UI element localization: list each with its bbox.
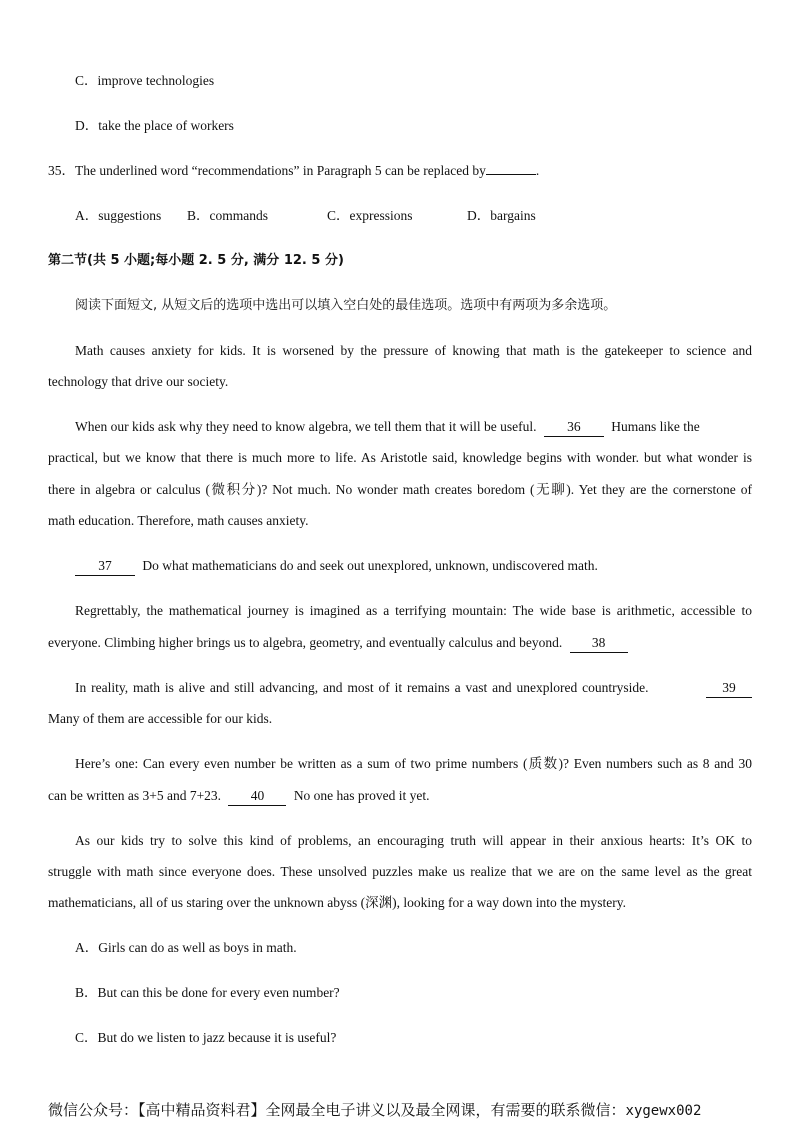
passage-p6-text-b: No one has proved it yet.	[293, 788, 430, 803]
passage-p5-line1	[75, 679, 752, 698]
passage-p6-line1: Here’s one: Can every even number be written as a sum of two prime numbers (质数)? Even numbers such as 8 and 30	[75, 756, 752, 771]
passage-p7-line1: As our kids try to solve this kind of problems, an encouraging truth will appear in their anxious hearts: It’s OK to	[75, 833, 752, 848]
blank-37: 37	[75, 557, 135, 576]
passage-p2-line1	[75, 418, 700, 437]
passage-p2-text-b: Humans like the	[611, 419, 700, 434]
blank-36: 36	[544, 418, 604, 437]
blank-39: 39	[706, 679, 752, 698]
q35-option-b: B．commands	[187, 208, 268, 223]
choice-a: A．Girls can do as well as boys in math.	[75, 940, 297, 955]
blank-40: 40	[228, 787, 286, 806]
passage-p5-line2: Many of them are accessible for our kids.	[48, 711, 273, 726]
q35-answer-blank	[486, 162, 536, 175]
footer-text: 微信公众号：【高中精品资料君】全网最全电子讲义以及最全网课，有需要的联系微信：	[48, 1101, 626, 1119]
choice-b: B．But can this be done for every even number?	[75, 985, 340, 1000]
passage-p3-text: Do what mathematicians do and seek out unexplored, unknown, undiscovered math.	[142, 558, 598, 573]
q35-option-a: A．suggestions	[75, 208, 162, 223]
q35-option-c: C．expressions	[327, 208, 413, 223]
passage-p4-line2	[48, 634, 628, 653]
passage-p2-line3: there in algebra or calculus (微积分)? Not much. No wonder math creates boredom (无聊). Yet they are the cornerstone of	[48, 482, 752, 497]
passage-p7-line3: mathematicians, all of us staring over the unknown abyss (深渊), looking for a way down into the mystery.	[48, 895, 627, 910]
passage-p2-text-a: When our kids ask why they need to know algebra, we tell them that it will be useful.	[75, 419, 537, 434]
passage-p2-line2: practical, but we know that there is much more to life. As Aristotle said, knowledge begins with wonder. but what wonder is	[48, 450, 752, 465]
q35-stem	[48, 162, 539, 180]
passage-p1-line1: Math causes anxiety for kids. It is worsened by the pressure of knowing that math is the gatekeeper to science and	[75, 343, 752, 358]
blank-38: 38	[570, 634, 628, 653]
q35-options	[75, 207, 536, 225]
q34-option-c: C．improve technologies	[75, 73, 215, 88]
passage-p2-line4: math education. Therefore, math causes anxiety.	[48, 513, 309, 528]
passage-p3	[75, 557, 598, 576]
passage-p4-line1: Regrettably, the mathematical journey is imagined as a terrifying mountain: The wide base is arithmetic, accessible to	[75, 603, 752, 618]
section-instruction: 阅读下面短文, 从短文后的选项中选出可以填入空白处的最佳选项。选项中有两项为多余选项。	[75, 298, 617, 313]
footer-note	[48, 1099, 701, 1120]
q35-option-d: D．bargains	[467, 208, 536, 223]
footer-wechat-id: xygewx002	[625, 1103, 702, 1119]
passage-p5-text: In reality, math is alive and still advancing, and most of it remains a vast and unexplored countryside.	[75, 680, 649, 695]
q35-stem-text: 35．The underlined word “recommendations” in Paragraph 5 can be replaced by	[48, 163, 486, 178]
choice-c: C．But do we listen to jazz because it is useful?	[75, 1030, 337, 1045]
passage-p1-line2: technology that drive our society.	[48, 374, 229, 389]
passage-p6-line2	[48, 787, 430, 806]
q34-option-d: D．take the place of workers	[75, 118, 234, 133]
passage-p7-line2: struggle with math since everyone does. These unsolved puzzles make us realize that we are on the same level as the great	[48, 864, 752, 879]
section-heading: 第二节(共 5 小题;每小题 2. 5 分, 满分 12. 5 分)	[48, 253, 344, 268]
q35-stem-end: .	[535, 163, 540, 178]
passage-p4-text: everyone. Climbing higher brings us to algebra, geometry, and eventually calculus and beyond.	[48, 635, 563, 650]
passage-p6-text-a: can be written as 3+5 and 7+23.	[48, 788, 222, 803]
